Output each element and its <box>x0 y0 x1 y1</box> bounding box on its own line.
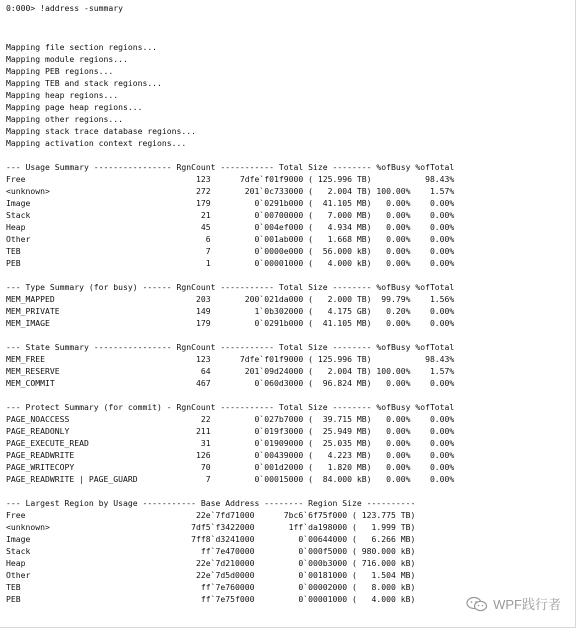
console-line: --- Largest Region by Usage ----------- Base Address -------- Region Size ---------- <box>6 498 416 508</box>
console-line: Free 123 7dfe`f01f9000 ( 125.996 TB) 98.43% <box>6 174 455 184</box>
console-line: --- Type Summary (for busy) ------ RgnCount ----------- Total Size -------- %ofBusy %ofTotal <box>6 282 455 292</box>
console-line: Mapping PEB regions... <box>6 66 114 76</box>
blank-line <box>6 485 572 497</box>
console-line: --- Protect Summary (for commit) - RgnCount ----------- Total Size -------- %ofBusy %ofTotal <box>6 402 455 412</box>
console-line: PAGE_NOACCESS 22 0`027b7000 ( 39.715 MB) 0.00% 0.00% <box>6 414 455 424</box>
watermark <box>466 594 561 613</box>
console-line: PEB ff`7e75f000 0`00001000 ( 4.000 kB) <box>6 594 416 604</box>
console-line: MEM_IMAGE 179 0`0291b000 ( 41.105 MB) 0.00% 0.00% <box>6 318 455 328</box>
console-line: PAGE_READONLY 211 0`019f3000 ( 25.949 MB) 0.00% 0.00% <box>6 426 455 436</box>
console-line: --- State Summary ---------------- RgnCount ----------- Total Size -------- %ofBusy %ofTotal <box>6 342 455 352</box>
blank-line <box>6 14 572 29</box>
console-line: Heap 45 0`004ef000 ( 4.934 MB) 0.00% 0.00% <box>6 222 455 232</box>
wechat-icon <box>466 596 488 612</box>
console-line: Stack ff`7e470000 0`000f5000 ( 980.000 kB) <box>6 546 416 556</box>
console-line: PAGE_READWRITE 126 0`00439000 ( 4.223 MB) 0.00% 0.00% <box>6 450 455 460</box>
console-line: Mapping file section regions... <box>6 42 158 52</box>
console-line: Mapping TEB and stack regions... <box>6 78 162 88</box>
console-line: Stack 21 0`00700000 ( 7.000 MB) 0.00% 0.00% <box>6 210 455 220</box>
blank-line <box>6 269 572 281</box>
watermark-text: WPF践行者 <box>493 597 561 612</box>
console-line: Free 22e`7fd71000 7bc6`6f75f000 ( 123.775 TB) <box>6 510 416 520</box>
console-line: <unknown> 272 201`0c733000 ( 2.004 TB) 100.00% 1.57% <box>6 186 455 196</box>
console-line: PAGE_EXECUTE_READ 31 0`01909000 ( 25.035 MB) 0.00% 0.00% <box>6 438 455 448</box>
console-line: MEM_PRIVATE 149 1`0b302000 ( 4.175 GB) 0.20% 0.00% <box>6 306 455 316</box>
console-line: Mapping other regions... <box>6 114 123 124</box>
console-line: 0:000> !address -summary <box>6 3 123 13</box>
console-line: PAGE_WRITECOPY 70 0`001d2000 ( 1.820 MB) 0.00% 0.00% <box>6 462 455 472</box>
console-line: MEM_RESERVE 64 201`09d24000 ( 2.004 TB) 100.00% 1.57% <box>6 366 455 376</box>
console-line: Mapping heap regions... <box>6 90 119 100</box>
console-line: MEM_COMMIT 467 0`060d3000 ( 96.824 MB) 0.00% 0.00% <box>6 378 455 388</box>
console-line: PEB 1 0`00001000 ( 4.000 kB) 0.00% 0.00% <box>6 258 455 268</box>
debugger-output <box>6 2 572 605</box>
console-line: Mapping page heap regions... <box>6 102 143 112</box>
console-line: Image 179 0`0291b000 ( 41.105 MB) 0.00% 0.00% <box>6 198 455 208</box>
console-line: Image 7ff8`d3241000 0`00644000 ( 6.266 MB) <box>6 534 416 544</box>
console-line: Mapping stack trace database regions... <box>6 126 197 136</box>
console-line: Mapping module regions... <box>6 54 128 64</box>
console-line: --- Usage Summary ---------------- RgnCount ----------- Total Size -------- %ofBusy %ofTotal <box>6 162 455 172</box>
console-line: PAGE_READWRITE | PAGE_GUARD 7 0`00015000 ( 84.000 kB) 0.00% 0.00% <box>6 474 455 484</box>
console-line: Other 6 0`001ab000 ( 1.668 MB) 0.00% 0.00% <box>6 234 455 244</box>
blank-line <box>6 149 572 161</box>
blank-line <box>6 29 572 41</box>
console-line: TEB 7 0`0000e000 ( 56.000 kB) 0.00% 0.00% <box>6 246 455 256</box>
console-line: Heap 22e`7d210000 0`000b3000 ( 716.000 kB) <box>6 558 416 568</box>
console-line: <unknown> 7df5`f3422000 1ff`da198000 ( 1.999 TB) <box>6 522 416 532</box>
console-line: TEB ff`7e760000 0`00002000 ( 8.000 kB) <box>6 582 416 592</box>
blank-line <box>6 329 572 341</box>
console-line: MEM_FREE 123 7dfe`f01f9000 ( 125.996 TB) 98.43% <box>6 354 455 364</box>
blank-line <box>6 389 572 401</box>
console-line: Mapping activation context regions... <box>6 138 187 148</box>
console-line: MEM_MAPPED 203 200`021da000 ( 2.000 TB) 99.79% 1.56% <box>6 294 455 304</box>
console-line: Other 22e`7d5d0000 0`00181000 ( 1.504 MB) <box>6 570 416 580</box>
